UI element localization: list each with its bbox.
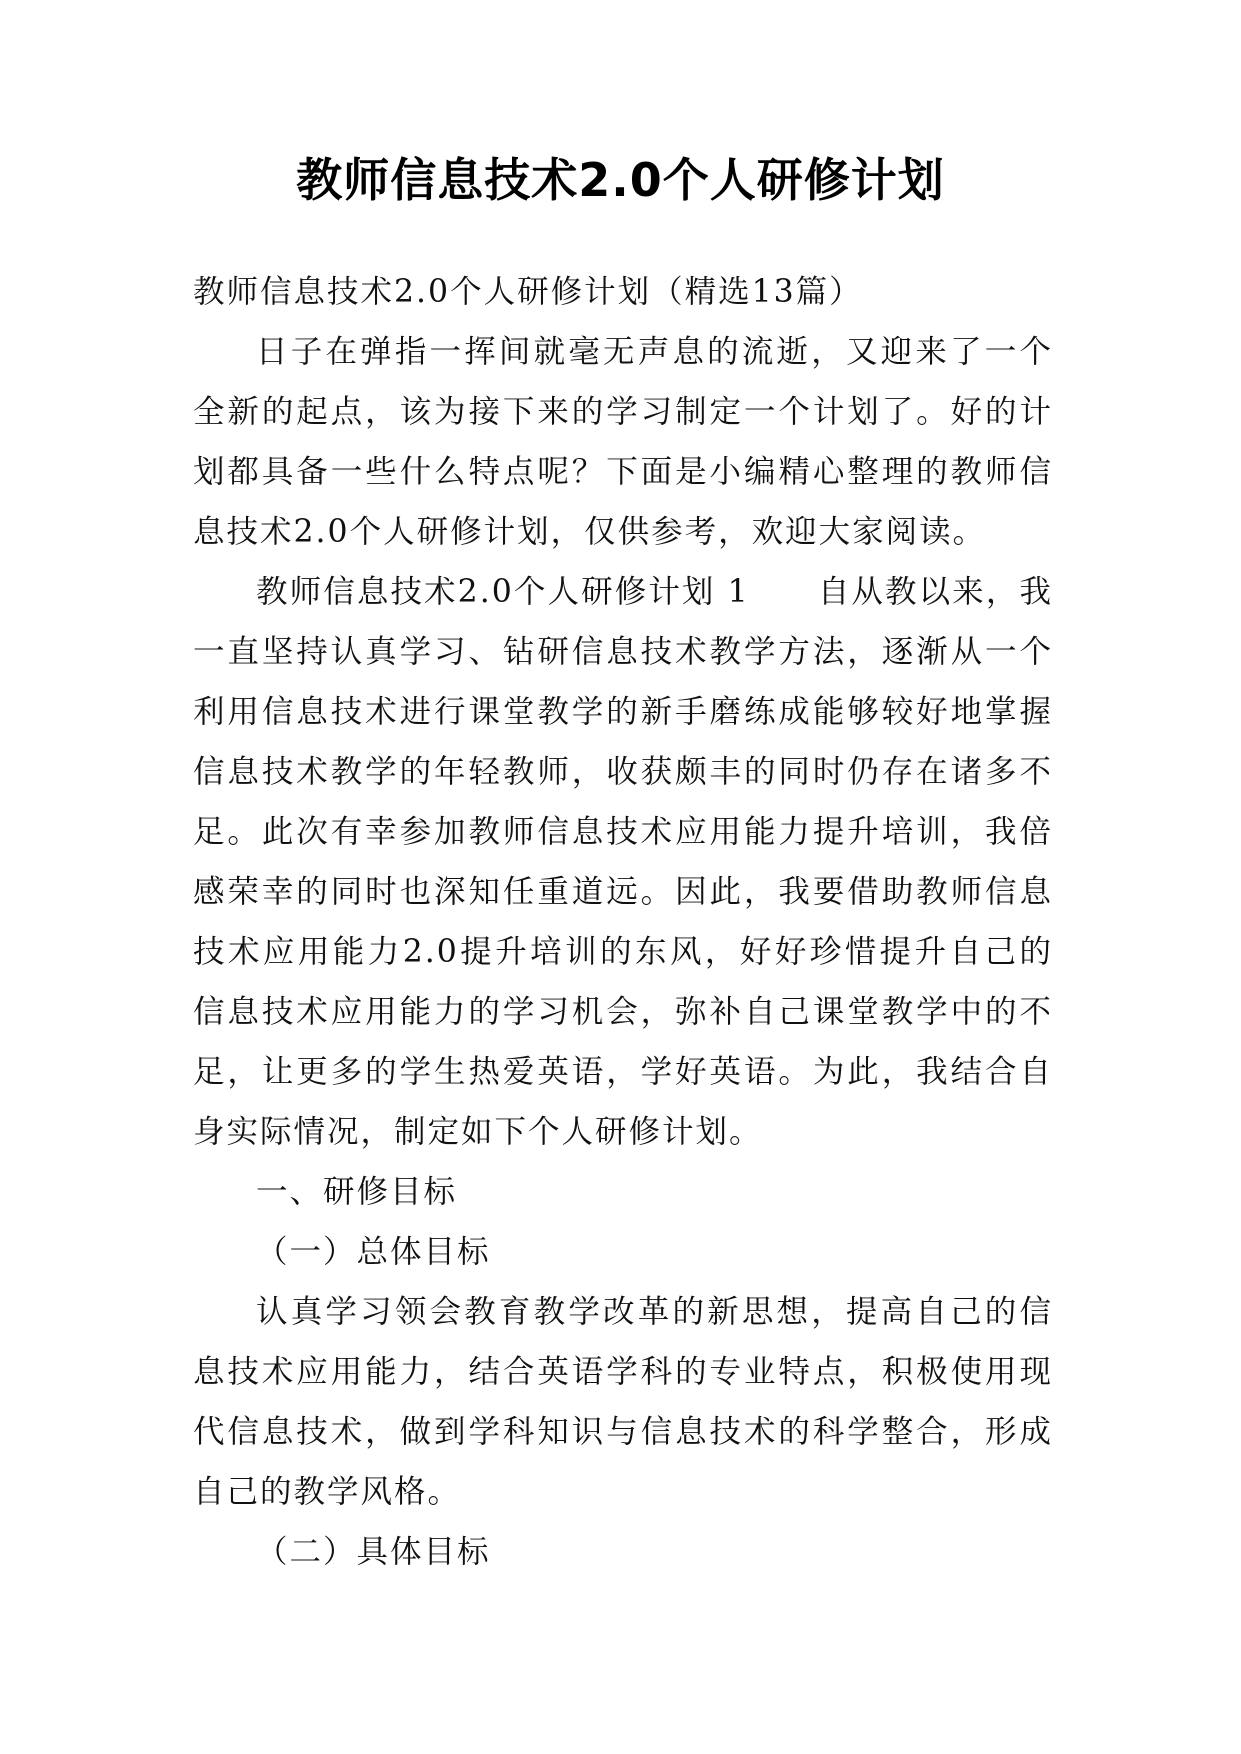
document-subtitle: 教师信息技术2.0个人研修计划（精选13篇）: [193, 274, 863, 310]
section-1-heading: 教师信息技术2.0个人研修计划 1: [256, 574, 750, 610]
section-1-text: 自从教以来，我一直坚持认真学习、钻研信息技术教学方法，逐渐从一个利用信息技术进行课堂教学的新手磨练成能够较好地掌握信息技术教学的年轻教师，收获颇丰的同时仍存在诸多不足。此次有幸参加教师信息技术应用能力提升培训，我倍感荣幸的同时也深知任重道远。因此，我要借助教师信息技术应用能力2.0提升培训的东风，好好珍惜提升自己的信息技术应用能力的学习机会，弥补自己课堂教学中的不足，让更多的学生热爱英语，学好英语。为此，我结合自身实际情况，制定如下个人研修计划。: [193, 574, 1053, 1150]
intro-paragraph: 日子在弹指一挥间就毫无声息的流逝，又迎来了一个全新的起点，该为接下来的学习制定一个计划了。好的计划都具备一些什么特点呢？下面是小编精心整理的教师信息技术2.0个人研修计划，仅供参考，欢迎大家阅读。: [193, 334, 1053, 550]
section-1-paragraph: [193, 562, 1053, 1162]
document-body: [193, 262, 1053, 1582]
overall-goal-paragraph: 认真学习领会教育教学改革的新思想，提高自己的信息技术应用能力，结合英语学科的专业特点，积极使用现代信息技术，做到学科知识与信息技术的科学整合，形成自己的教学风格。: [193, 1294, 1053, 1510]
overall-goal-heading: （一）总体目标: [256, 1234, 491, 1270]
document-title: 教师信息技术2.0个人研修计划: [296, 153, 945, 207]
specific-goal-heading: （二）具体目标: [256, 1534, 491, 1570]
goals-heading: 一、研修目标: [256, 1174, 458, 1210]
